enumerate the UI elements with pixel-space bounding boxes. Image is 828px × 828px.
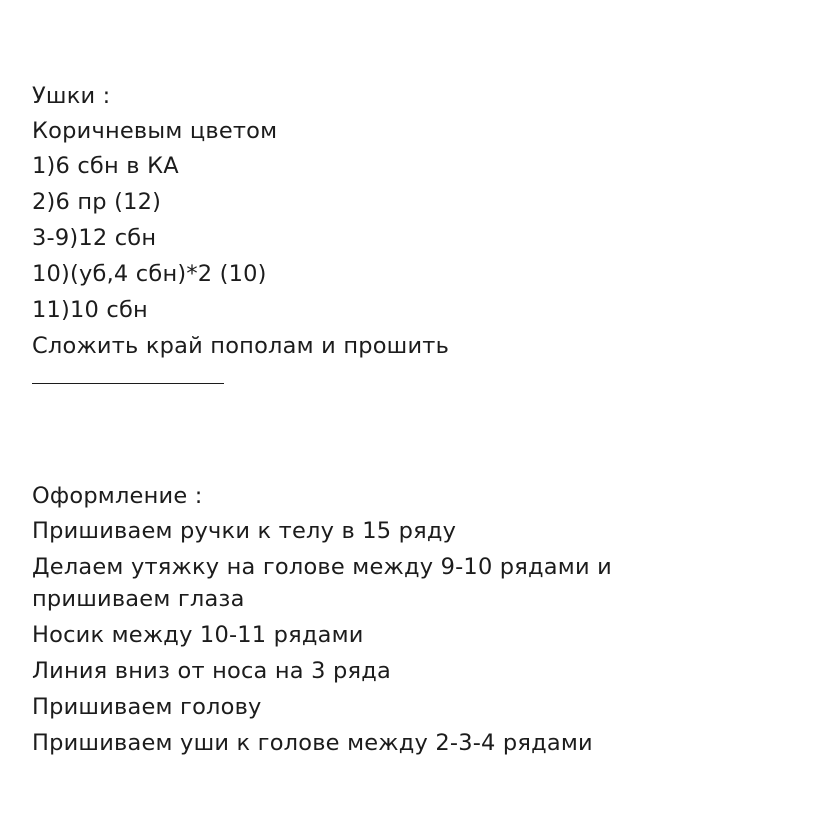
ears-heading: Ушки : bbox=[32, 83, 111, 109]
assembly-heading: Оформление : bbox=[32, 483, 203, 509]
assembly-line: Делаем утяжку на голове между 9-10 рядами и bbox=[32, 554, 612, 580]
ears-line: 2)6 пр (12) bbox=[32, 189, 162, 215]
ears-line: Коричневым цветом bbox=[32, 118, 278, 144]
assembly-line: Носик между 10-11 рядами bbox=[32, 622, 364, 648]
ears-line: 10)(уб,4 сбн)*2 (10) bbox=[32, 261, 267, 287]
assembly-line: Пришиваем уши к голове между 2-3-4 рядами bbox=[32, 730, 593, 756]
assembly-line: пришиваем глаза bbox=[32, 586, 245, 612]
ears-line: 1)6 сбн в КА bbox=[32, 153, 179, 179]
assembly-line: Линия вниз от носа на 3 ряда bbox=[32, 658, 391, 684]
assembly-line: Пришиваем голову bbox=[32, 694, 262, 720]
section-divider bbox=[32, 383, 224, 384]
ears-line: 11)10 сбн bbox=[32, 297, 148, 323]
ears-line: Сложить край пополам и прошить bbox=[32, 333, 450, 359]
ears-line: 3-9)12 сбн bbox=[32, 225, 157, 251]
bottom-margin bbox=[0, 772, 828, 828]
assembly-line: Пришиваем ручки к телу в 15 ряду bbox=[32, 518, 457, 544]
